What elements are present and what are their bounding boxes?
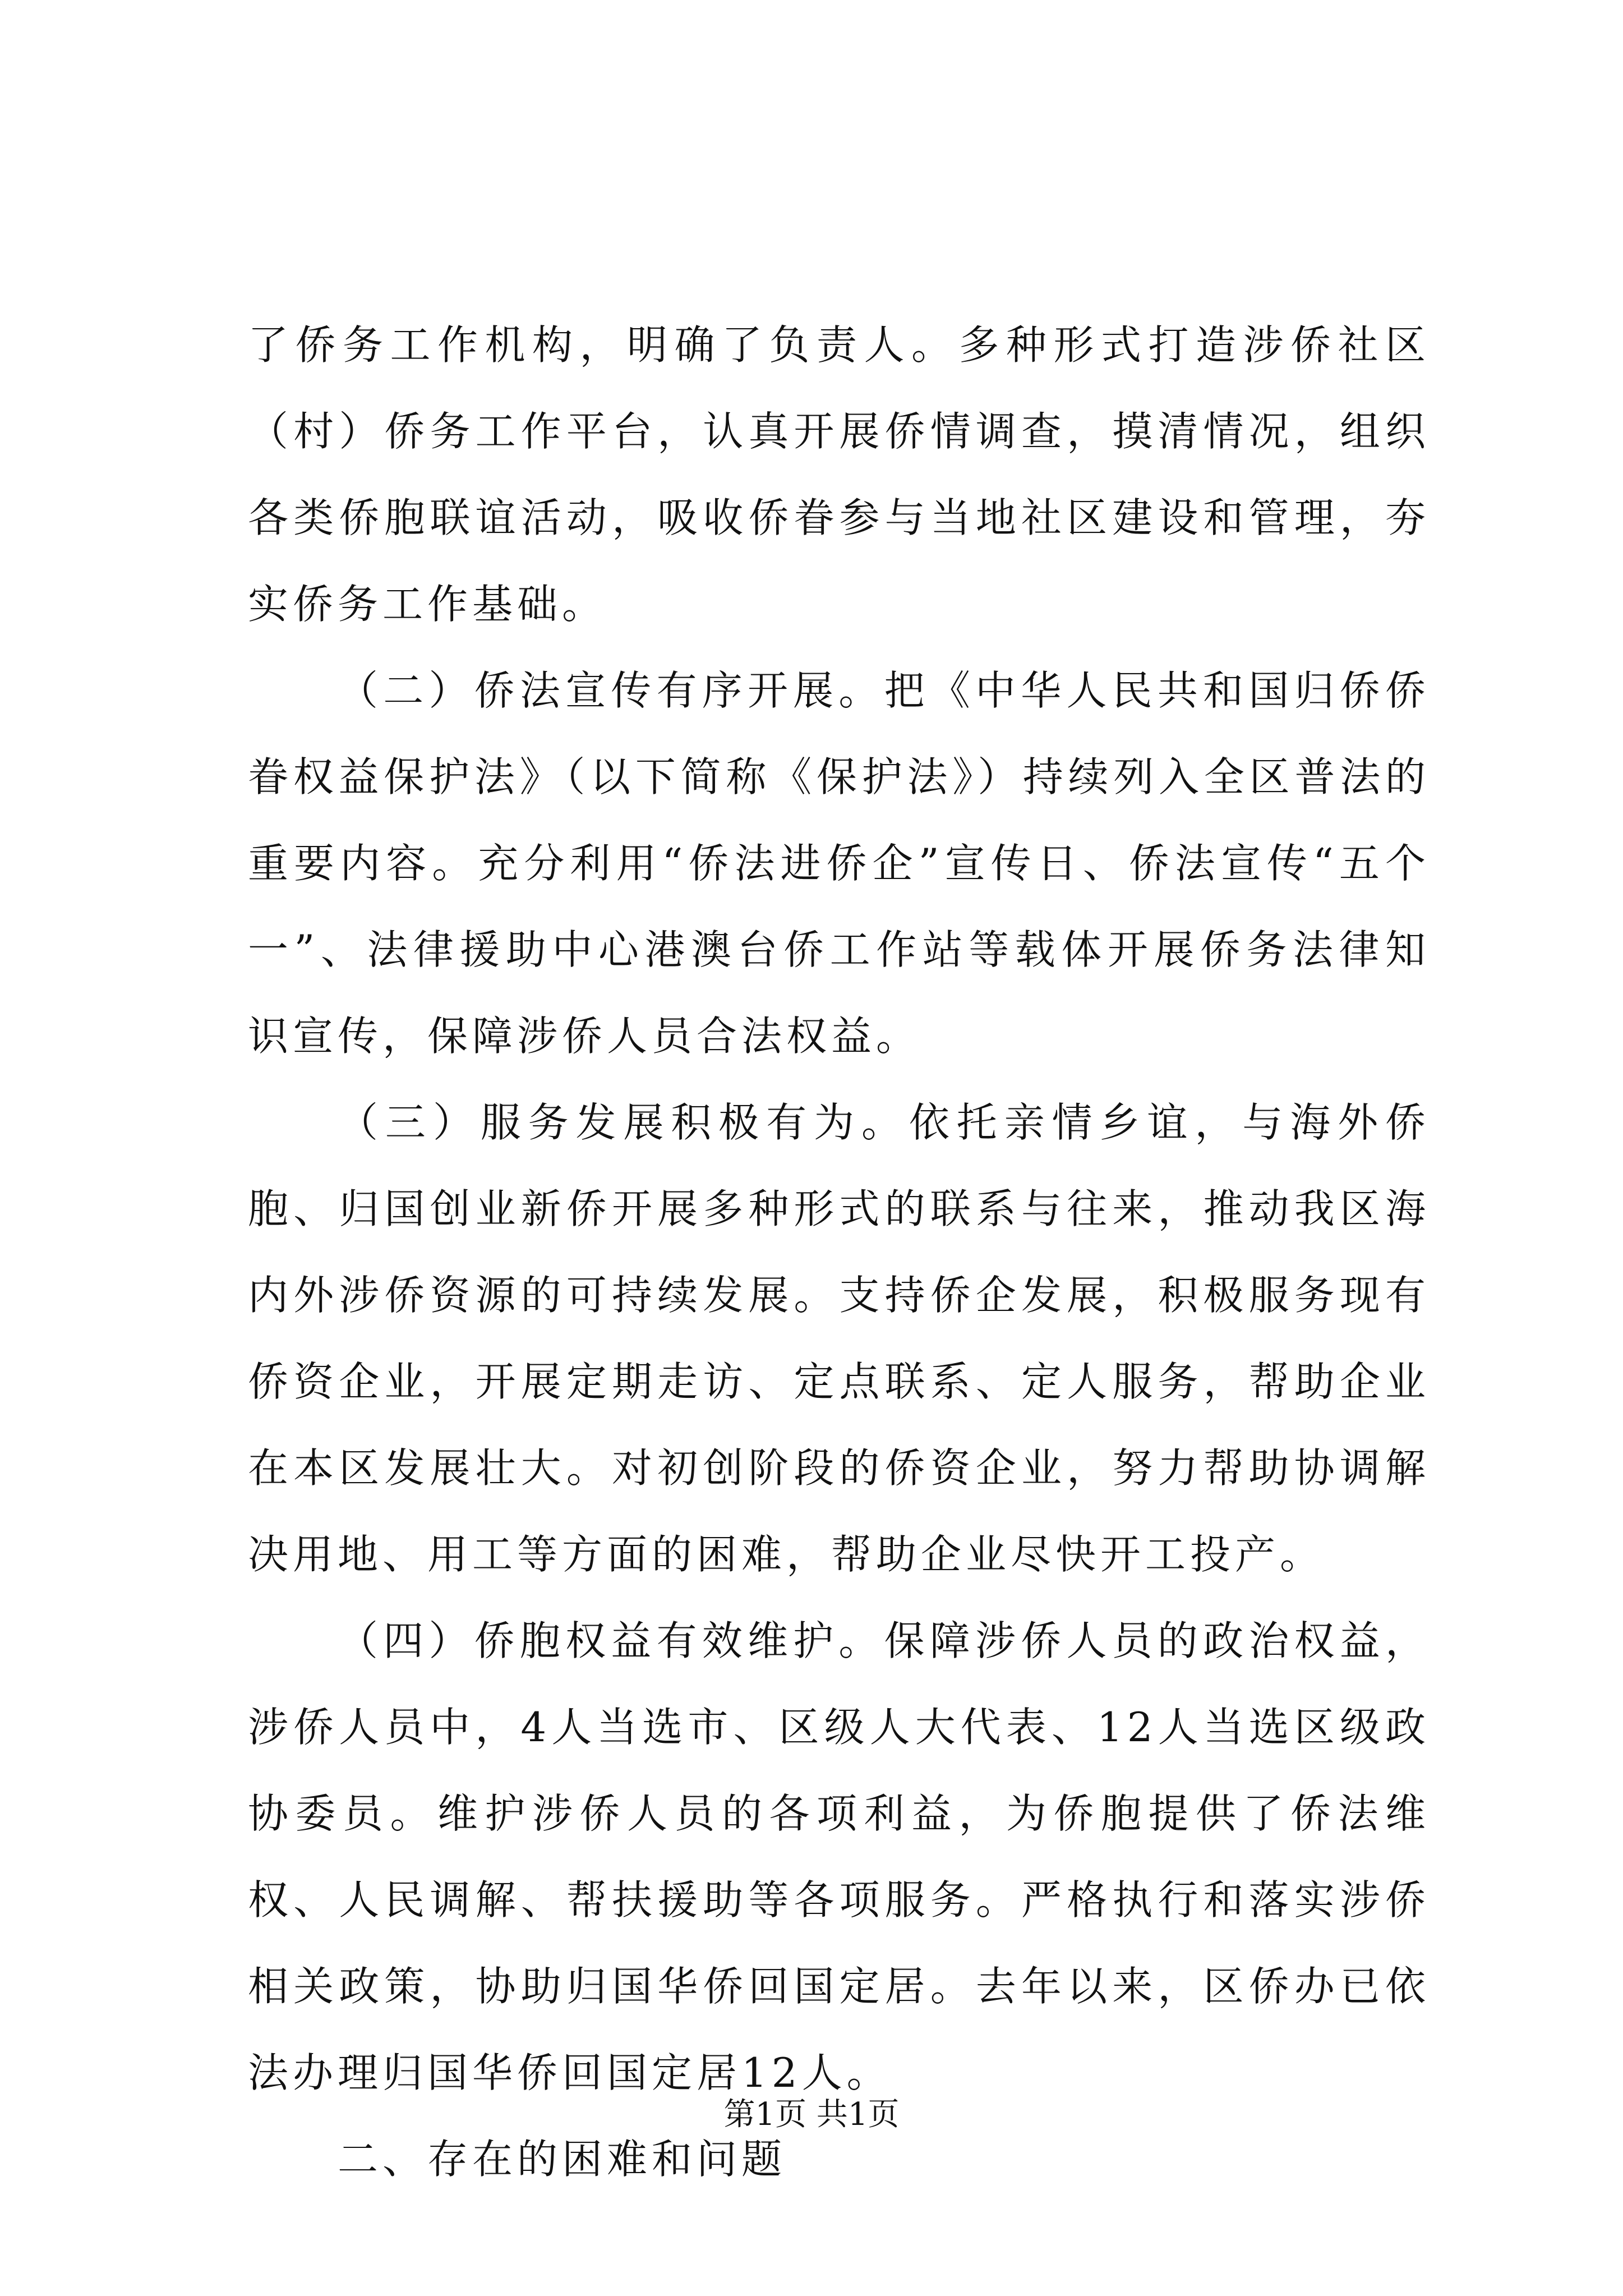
- paragraph-1: 了侨务工作机构，明确了负责人。多种形式打造涉侨社区（村）侨务工作平台，认真开展侨情调查，摸清情况，组织各类侨胞联谊活动，吸收侨眷参与当地社区建设和管理，夯实侨务工作基础。: [248, 321, 1430, 628]
- paragraph-4: （四）侨胞权益有效维护。保障涉侨人员的政治权益，涉侨人员中，4人当选市、区级人大代表、12人当选区级政协委员。维护涉侨人员的各项利益，为侨胞提供了侨法维权、人民调解、帮扶援助等各项服务。严格执行和落实涉侨相关政策，协助归国华侨回国定居。去年以来，区侨办已依法办理归国华侨回国定居12人。: [248, 1617, 1430, 2096]
- paragraph-3: （三）服务发展积极有为。依托亲情乡谊，与海外侨胞、归国创业新侨开展多种形式的联系与往来，推动我区海内外涉侨资源的可持续发展。支持侨企发展，积极服务现有侨资企业，开展定期走访、定点联系、定人服务，帮助企业在本区发展壮大。对初创阶段的侨资企业，努力帮助协调解决用地、用工等方面的困难，帮助企业尽快开工投产。: [248, 1099, 1430, 1578]
- page-footer: 第1页 共1页: [723, 2096, 900, 2133]
- document-body: [248, 302, 1430, 2202]
- paragraph-2: （二）侨法宣传有序开展。把《中华人民共和国归侨侨眷权益保护法》（以下简称《保护法》）持续列入全区普法的重要内容。充分利用“侨法进侨企”宣传日、侨法宣传“五个一”、法律援助中心港澳台侨工作站等载体开展侨务法律知识宣传，保障涉侨人员合法权益。: [248, 667, 1430, 1060]
- section-heading: 二、存在的困难和问题: [338, 2136, 787, 2183]
